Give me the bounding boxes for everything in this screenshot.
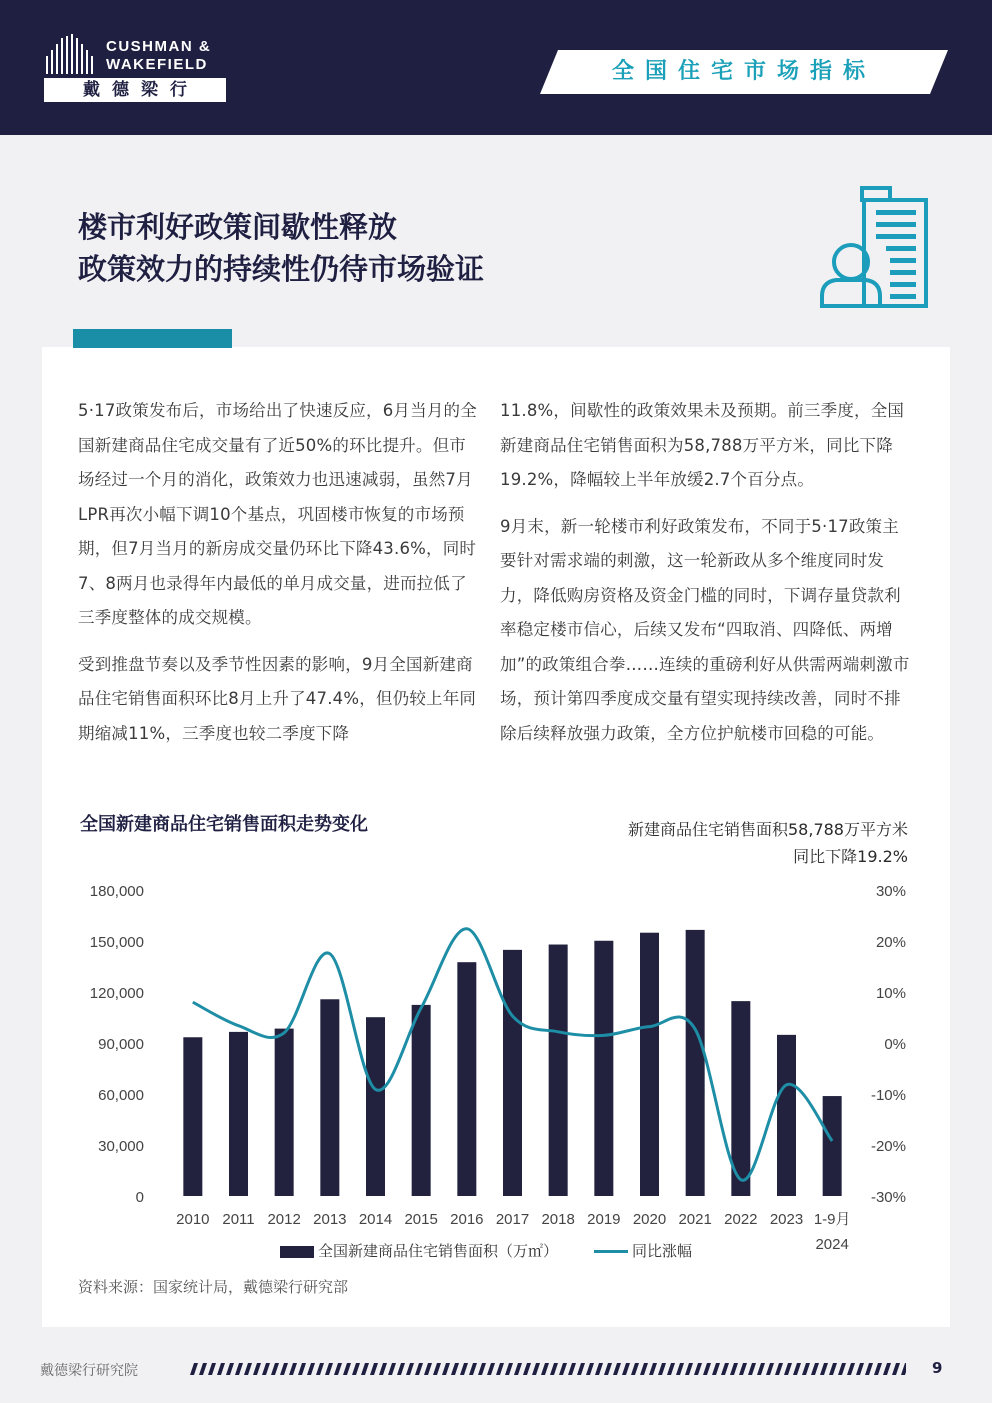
title-line-2: 政策效力的持续性仍待市场验证 [78,252,485,286]
x-tick-label: 2014 [358,1211,393,1228]
y-left-tick-label: 60,000 [98,1087,144,1104]
y-left-tick-label: 120,000 [89,985,144,1002]
x-tick-label: 2018 [541,1211,575,1228]
x-tick-label: 2012 [267,1211,301,1228]
chart-annotation [628,816,908,870]
data-source: 资料来源：国家统计局，戴德梁行研究部 [78,1278,349,1296]
y-right-tick-label: -10% [870,1087,906,1104]
bar-2018 [549,945,568,1196]
y-right-tick-label: 10% [875,985,906,1002]
x-tick-label: 2016 [450,1211,484,1228]
paragraph: 受到推盘节奏以及季节性因素的影响，9月全国新建商品住宅销售面积环比8月上升了47.4%，但仍较上年同期缩减11%，三季度也较二季度下降 [78,654,477,743]
bar-2016 [457,962,476,1196]
footer-publisher: 戴德梁行研究院 [40,1363,138,1379]
section-tag-label: 全国住宅市场指标 [611,59,876,84]
legend-bar-label: 全国新建商品住宅销售面积（万㎡） [318,1242,559,1260]
company-logo[interactable] [44,34,228,104]
legend-line-label: 同比涨幅 [632,1242,693,1260]
body-column-left [78,394,478,763]
bar-2020 [640,933,659,1196]
chart-note-line-1: 新建商品住宅销售面积58,788万平方米 [628,820,908,839]
building-logo-icon [44,34,100,74]
bar-2012 [275,1029,294,1196]
bar-2023 [777,1035,796,1196]
x-tick-label: 2013 [313,1211,347,1228]
bar-2010 [183,1037,202,1196]
page-title [78,206,484,290]
y-left-tick-label: 150,000 [89,934,144,951]
brand-chinese: 戴德梁行 [44,78,226,102]
office-person-icon [818,184,930,310]
x-tick-label: 2019 [587,1211,621,1228]
paragraph: 5·17政策发布后，市场给出了快速反应，6月当月的全国新建商品住宅成交量有了近50%的环比提升。但市场经过一个月的消化，政策效力也迅速减弱，虽然7月LPR再次小幅下调10个基点，巩固楼市恢复的市场预期，但7月当月的新房成交量仍环比下降43.6%，同时7、8两月也录得年内最低的单月成交量，进而拉低了三季度整体的成交规模。 [78,401,477,627]
y-right-tick-label: 20% [875,934,906,951]
legend-bar-swatch [280,1246,314,1258]
paragraph: 9月末，新一轮楼市利好政策发布，不同于5·17政策主要针对需求端的刺激，这一轮新政从多个维度同时发力，降低购房资格及资金门槛的同时，下调存量贷款利率稳定楼市信心，后续又发布“四取消、四降低、两增加”的政策组合拳……连续的重磅利好从供需两端刺激市场，预计第四季度成交量有望实现持续改善，同时不排除后续释放强力政策，全方位护航楼市回稳的可能。 [500,516,910,743]
y-left-tick-label: 30,000 [98,1138,144,1155]
y-left-tick-label: 0 [135,1189,144,1206]
x-tick-label: 2021 [678,1211,712,1228]
bar-2019 [594,941,613,1196]
bar-2014 [366,1017,385,1196]
x-tick-label: 2022 [724,1211,758,1228]
bar-2021 [686,930,705,1196]
legend-line-swatch [594,1250,628,1253]
y-right-tick-label: -30% [870,1189,906,1206]
title-line-1: 楼市利好政策间歇性释放 [78,210,398,244]
body-column-right [500,394,912,763]
page-number: 9 [932,1359,943,1377]
brand-line-2: WAKEFIELD [106,56,208,73]
x-tick-label: 2017 [495,1211,530,1228]
bar-1-9月-2024 [823,1096,842,1196]
chart-title: 全国新建商品住宅销售面积走势变化 [80,814,368,835]
x-tick-label: 2020 [632,1211,667,1228]
bar-2013 [320,999,339,1196]
brand-line-1: CUSHMAN & [106,38,212,55]
paragraph: 11.8%，间歇性的政策效果未及预期。前三季度，全国新建商品住宅销售面积为58,788万平方米，同比下降19.2%，降幅较上半年放缓2.7个百分点。 [500,401,905,489]
sales-area-chart [60,870,930,1260]
bar-2015 [412,1005,431,1196]
y-left-tick-label: 90,000 [98,1036,144,1053]
y-right-tick-label: -20% [870,1138,906,1155]
accent-bar [73,329,232,348]
chart-note-line-2: 同比下降19.2% [793,847,908,866]
y-right-tick-label: 0% [884,1036,906,1053]
bar-2011 [229,1032,248,1196]
page-header [0,0,992,135]
x-tick-label: 2010 [176,1211,210,1228]
x-tick-label: 1-9月 [813,1211,851,1228]
section-tag [540,50,948,94]
x-tick-label: 2015 [404,1211,438,1228]
y-right-tick-label: 30% [875,883,906,900]
x-tick-label: 2011 [222,1211,255,1228]
bar-2017 [503,950,522,1196]
x-tick-label: 2023 [769,1211,804,1228]
footer-divider [190,1363,906,1375]
chart-legend [280,1240,692,1261]
x-tick-label: 2024 [815,1236,849,1253]
y-left-tick-label: 180,000 [89,883,144,900]
